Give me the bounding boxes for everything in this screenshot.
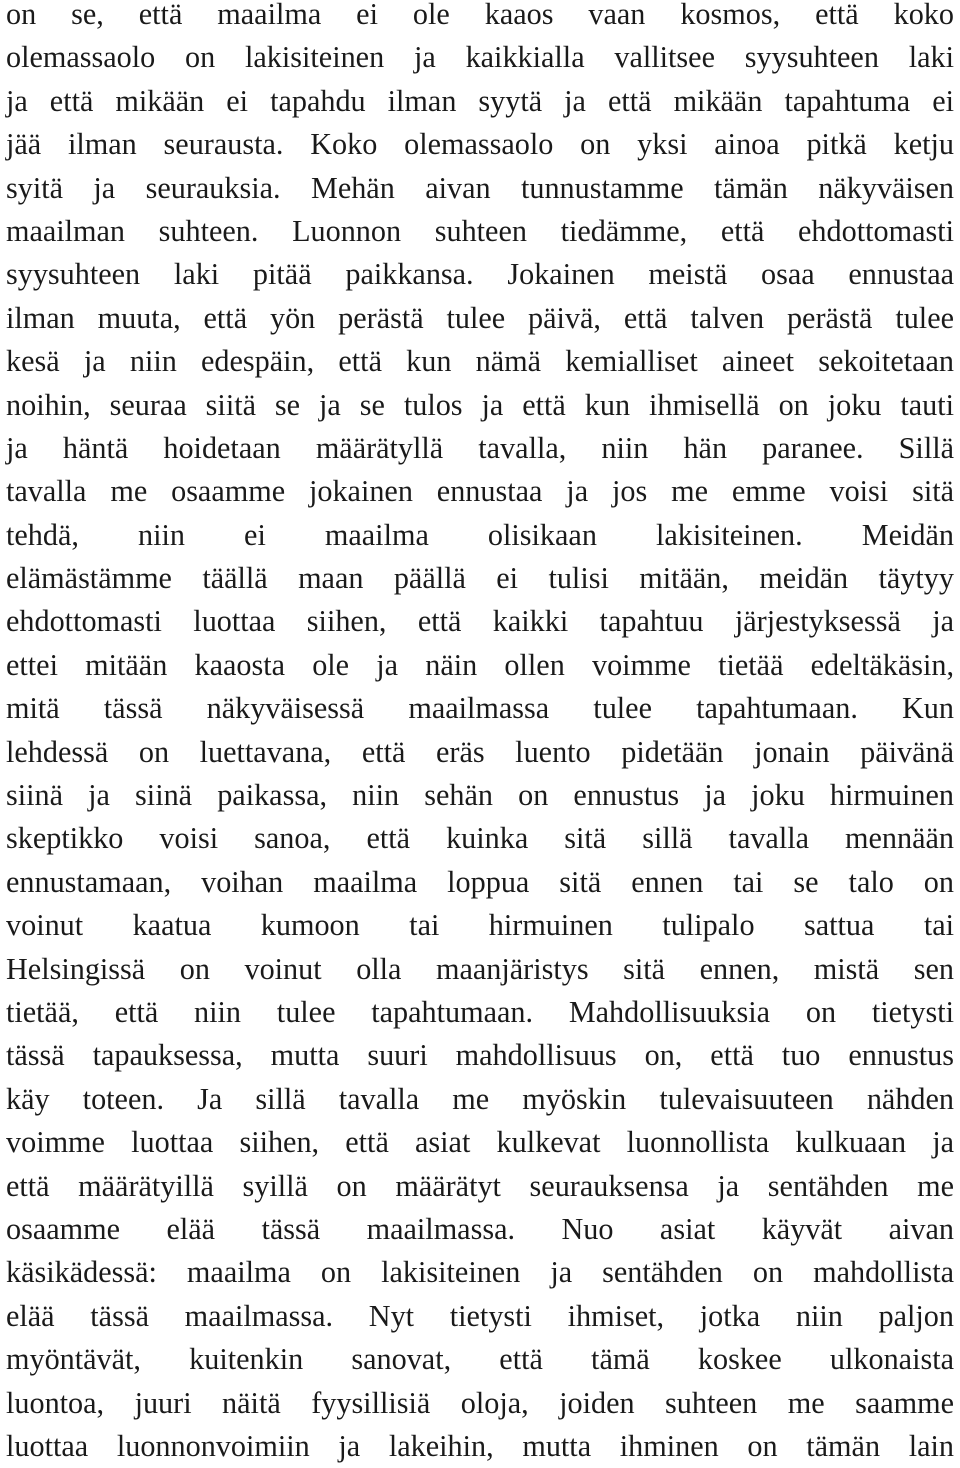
text-line: ja häntä hoidetaan määrätyllä tavalla, niin hän paranee. Sillä — [6, 430, 954, 465]
text-line: ehdottomasti luottaa siihen, että kaikki tapahtuu järjestyksessä ja — [6, 604, 954, 639]
text-line: jää ilman seurausta. Koko olemassaolo on yksi ainoa pitkä ketju — [6, 127, 954, 162]
text-line: ja että mikään ei tapahdu ilman syytä ja että mikään tapahtuma ei — [6, 83, 954, 118]
text-line: osaamme elää tässä maailmassa. Nuo asiat käyvät aivan — [6, 1211, 954, 1246]
text-line: myöntävät, kuitenkin sanovat, että tämä koskee ulkonaista — [6, 1342, 954, 1377]
text-line: on se, että maailma ei ole kaaos vaan kosmos, että koko — [6, 0, 954, 31]
text-line: ilman muuta, että yön perästä tulee päivä, että talven perästä tulee — [6, 300, 954, 335]
text-line: tässä tapauksessa, mutta suuri mahdollisuus on, että tuo ennustus — [6, 1038, 954, 1073]
text-line: käsikädessä: maailma on lakisiteinen ja sentähden on mahdollista — [6, 1255, 954, 1290]
text-line: voimme luottaa siihen, että asiat kulkevat luonnollista kulkuaan ja — [6, 1125, 954, 1160]
text-line: lehdessä on luettavana, että eräs luento pidetään jonain päivänä — [6, 734, 954, 769]
text-line: että määrätyillä syillä on määrätyt seurauksensa ja sentähden me — [6, 1168, 954, 1203]
text-line: elämästämme täällä maan päällä ei tulisi mitään, meidän täytyy — [6, 561, 954, 596]
text-line: syysuhteen laki pitää paikkansa. Jokainen meistä osaa ennustaa — [6, 257, 954, 292]
text-line: noihin, seuraa siitä se ja se tulos ja että kun ihmisellä on joku tauti — [6, 387, 954, 422]
text-line: luottaa luonnonvoimiin ja lakeihin, mutta ihminen on tämän lain — [6, 1428, 954, 1463]
text-line: mitä tässä näkyväisessä maailmassa tulee tapahtumaan. Kun — [6, 691, 954, 726]
text-line: olemassaolo on lakisiteinen ja kaikkialla vallitsee syysuhteen laki — [6, 40, 954, 75]
text-line: siinä ja siinä paikassa, niin sehän on ennustus ja joku hirmuinen — [6, 778, 954, 813]
text-line: tietää, että niin tulee tapahtumaan. Mahdollisuuksia on tietysti — [6, 994, 954, 1029]
text-line: maailman suhteen. Luonnon suhteen tiedämme, että ehdottomasti — [6, 213, 954, 248]
text-line: käy toteen. Ja sillä tavalla me myöskin tulevaisuuteen nähden — [6, 1081, 954, 1116]
text-line: luontoa, juuri näitä fyysillisiä oloja, joiden suhteen me saamme — [6, 1385, 954, 1420]
text-line: tavalla me osaamme jokainen ennustaa ja jos me emme voisi sitä — [6, 474, 954, 509]
text-line: syitä ja seurauksia. Mehän aivan tunnustamme tämän näkyväisen — [6, 170, 954, 205]
text-line: voinut kaatua kumoon tai hirmuinen tulipalo sattua tai — [6, 908, 954, 943]
text-line: elää tässä maailmassa. Nyt tietysti ihmiset, jotka niin paljon — [6, 1298, 954, 1333]
text-line: skeptikko voisi sanoa, että kuinka sitä sillä tavalla mennään — [6, 821, 954, 856]
text-line: kesä ja niin edespäin, että kun nämä kemialliset aineet sekoitetaan — [6, 344, 954, 379]
text-line: ettei mitään kaaosta ole ja näin ollen voimme tietää edeltäkäsin, — [6, 647, 954, 682]
text-line: ennustamaan, voihan maailma loppua sitä ennen tai se talo on — [6, 864, 954, 899]
text-line: Helsingissä on voinut olla maanjäristys sitä ennen, mistä sen — [6, 951, 954, 986]
body-text — [6, 0, 954, 1468]
text-line: tehdä, niin ei maailma olisikaan lakisiteinen. Meidän — [6, 517, 954, 552]
